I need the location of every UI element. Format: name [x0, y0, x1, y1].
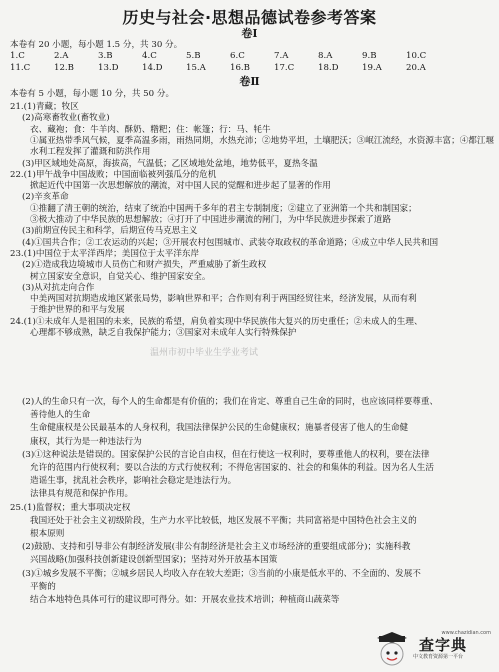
- answer-item: 15.A: [186, 63, 206, 73]
- answer-item: 14.D: [142, 63, 163, 73]
- part1-heading: 卷Ⅰ: [241, 27, 258, 40]
- answer-line: 衣、藏袍；食：牛羊肉、酥奶、糌粑；住：帐篷；行：马、牦牛: [30, 124, 271, 135]
- answer-line: 24.(1)①未成年人是祖国的未来，民族的希望，肩负着实现中华民族伟大复兴的历史重任；②未成人的生理、: [10, 316, 423, 327]
- answer-item: 18.D: [318, 63, 339, 73]
- answer-item: 12.B: [54, 63, 74, 73]
- blurred-footer-text: 温州市初中毕业生学业考试: [150, 348, 259, 358]
- answer-line: 生命健康权是公民最基本的人身权利，我国法律保护公民的生命健康权；施暴者侵害了他人的生命健: [30, 423, 409, 434]
- answer-item: 2.A: [54, 51, 69, 61]
- answer-line: ③极大推动了中华民族的思想解放；④打开了中国进步潮流的闸门，为中华民族进步探索了道路: [30, 215, 391, 225]
- answer-item: 10.C: [406, 51, 427, 61]
- answer-line: 水利工程发挥了灌溉和防洪作用: [30, 147, 151, 158]
- logo-url: www.chazidian.com: [441, 630, 491, 636]
- answer-item: 19.A: [362, 63, 382, 73]
- answer-item: 17.C: [274, 63, 295, 73]
- answer-line: 造谣生事，扰乱社会秩序，影响社会稳定是违法行为。: [30, 476, 237, 487]
- answer-item: 5.B: [186, 51, 201, 61]
- answer-line: 康权，其行为是一种违法行为: [30, 436, 142, 447]
- answer-line: 允许的范围内行使权利；要以合法的方式行使权利；不得危害国家的、社会的和集体的利益。因为名人生活: [30, 463, 434, 473]
- answer-item: 1.C: [10, 51, 25, 61]
- answer-item: 7.A: [274, 51, 289, 61]
- answer-item: 9.B: [362, 51, 377, 61]
- answer-line: 23.(1)中国位于太平洋西岸；美国位于太平洋东岸: [10, 248, 200, 259]
- page-title: 历史与社会·思想品德试卷参考答案: [122, 8, 377, 27]
- answer-item: 13.D: [98, 63, 119, 73]
- logo-subtitle: 中文教育资源第一平台: [413, 654, 464, 660]
- answer-line: (3)前期宣传民主和科学，后期宣传马克思主义: [22, 226, 198, 237]
- answer-line: 平衡的: [30, 581, 56, 592]
- answer-line: (3)①城乡发展不平衡；②城乡居民人均收入存在较大差距；③当前的小康是低水平的、不全面的、发展不: [22, 568, 421, 579]
- answer-line: 于维护世界的和平与发展: [30, 305, 125, 316]
- answer-item: 8.A: [318, 51, 333, 61]
- answer-line: 心理都不够成熟，缺乏自我保护能力；③国家对未成年人实行特殊保护: [30, 328, 297, 338]
- answer-line: (2)人的生命只有一次，每个人的生命都是有价值的；我们在肯定、尊重自己生命的同时，也应该同样要尊重、: [22, 397, 439, 407]
- site-watermark: [373, 630, 493, 668]
- logo-text: 查字典: [419, 636, 468, 654]
- answer-line: 根本原则: [30, 529, 65, 539]
- part2-intro: 本卷有 5 小题，每小题 10 分，共 50 分。: [10, 89, 175, 99]
- answer-item: 4.C: [142, 51, 157, 61]
- answer-item: 20.A: [406, 63, 426, 73]
- part1-intro: 本卷有 20 小题，每小题 1.5 分，共 30 分。: [10, 40, 183, 50]
- answer-item: 11.C: [10, 63, 31, 73]
- answer-line: (3)从对抗走向合作: [22, 282, 95, 293]
- answer-line: 兴国战略(加强科技创新建设创新型国家)；坚持对外开放基本国策: [30, 555, 278, 566]
- answer-line: 我国还处于社会主义初级阶段，生产力水平比较低，地区发展不平衡；共同富裕是中国特色社会主义的: [30, 515, 417, 526]
- answer-line: 25.(1)监督权；重大事项决定权: [10, 502, 131, 513]
- answer-line: (2)鼓励、支持和引导非公有制经济发展(非公有制经济是社会主义市场经济的重要组成部分)；实施科教: [22, 542, 411, 553]
- answer-line: 22.(1)甲午战争中国战败；中国面临被列强瓜分的危机: [10, 169, 217, 180]
- answer-line: (2)辛亥革命: [22, 192, 69, 203]
- answer-line: 树立国家安全意识，自觉关心、维护国家安全。: [30, 271, 211, 282]
- part2-heading: 卷Ⅱ: [239, 75, 260, 88]
- answer-line: (3)①这种说法是错误的。国家保护公民的言论自由权，但在行使这一权利时，要尊重他人的权利，要在法律: [22, 449, 430, 460]
- answer-row-1: [10, 51, 450, 62]
- answer-line: 善待他人的生命: [30, 410, 91, 421]
- answer-item: 6.C: [230, 51, 245, 61]
- answer-line: (2)高寒畜牧业(畜牧业): [22, 113, 110, 124]
- answer-item: 16.B: [230, 63, 250, 73]
- mascot-icon: [373, 630, 417, 668]
- answer-line: (2)①造成我边境城市人员伤亡和财产损失，严重威胁了新生政权: [22, 260, 267, 271]
- answer-line: 21.(1)青藏；牧区: [10, 102, 79, 112]
- answer-line: (4)①国共合作；②工农运动的兴起；③开展农村包围城市、武装夺取政权的革命道路；④成立中华人民共和国: [22, 237, 439, 248]
- answer-line: 结合本地特色具体可行的建议即可得分。如：开展农业技术培训；种植商山蔬菜等: [30, 595, 340, 605]
- answer-line: 法律具有规范和保护作用。: [30, 489, 134, 500]
- answer-line: 中美两国对抗期造成地区紧张局势，影响世界和平；合作则有利于两国经贸往来，经济发展，从而有利: [30, 294, 417, 305]
- answer-line: ①推翻了清王朝的统治，结束了统治中国两千多年的君主专制制度；②建立了亚洲第一个共和制国家；: [30, 203, 417, 214]
- answer-line: ①属亚热带季风气候，夏季高温多雨，雨热同期，水热充沛；②地势平坦，土壤肥沃；③岷江流经，水资源丰富；④都江堰: [30, 135, 495, 146]
- answer-item: 3.B: [98, 51, 113, 61]
- answer-line: 掀起近代中国第一次思想解放的潮流，对中国人民的觉醒和进步起了显著的作用: [30, 181, 331, 192]
- answer-line: (3)甲区域地处高原，海拔高，气温低；乙区域地处盆地，地势低平，夏热冬温: [22, 158, 318, 169]
